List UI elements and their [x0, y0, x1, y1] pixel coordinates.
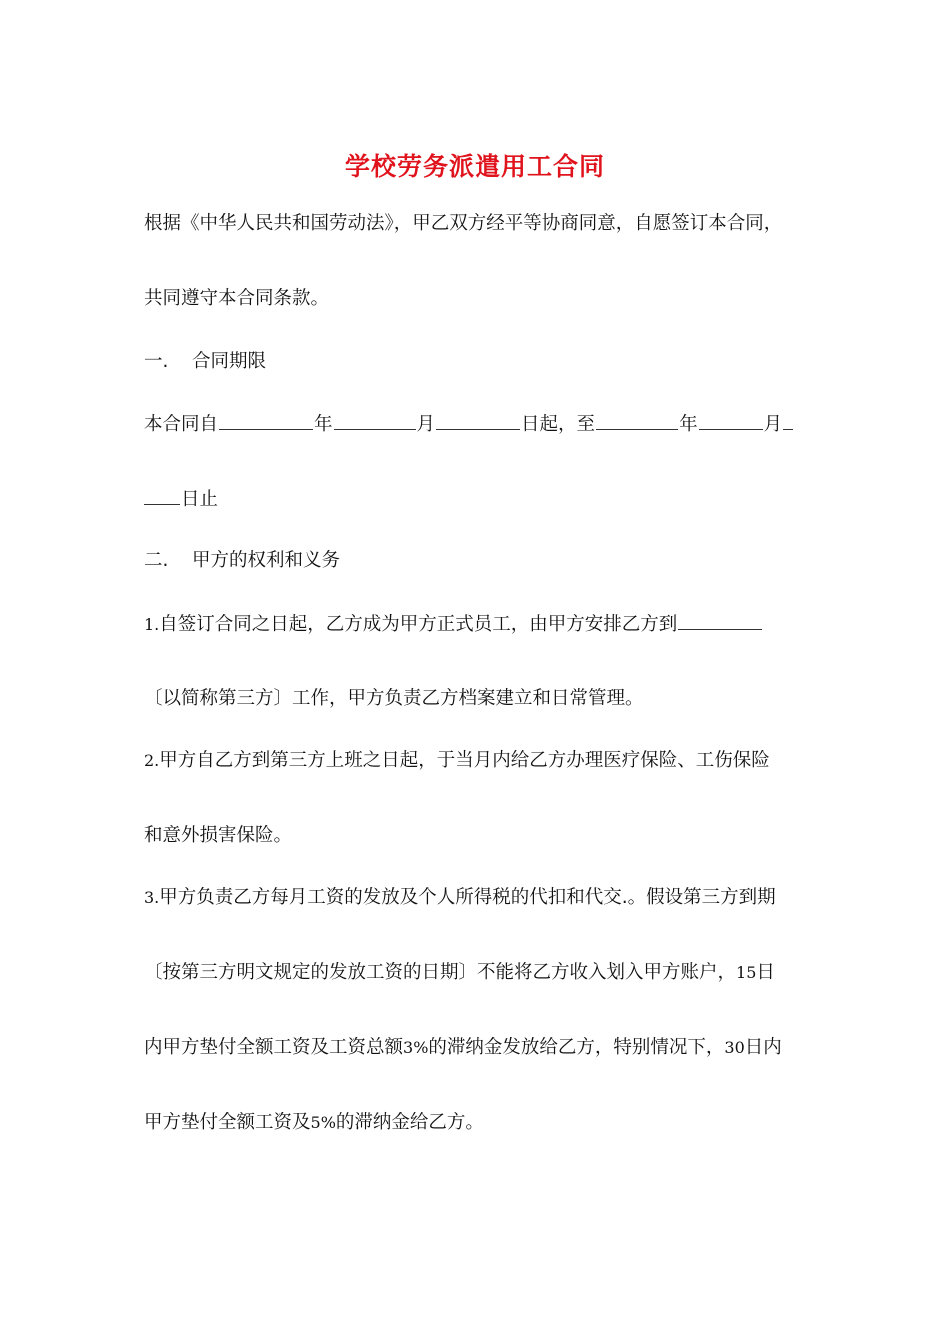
- start-year-blank: [219, 411, 313, 430]
- item-1-line-2: 〔以简称第三方〕工作，甲方负责乙方档案建立和日常管理。: [144, 688, 644, 709]
- contract-term-line: [144, 411, 794, 438]
- item-3-text-2b: 日: [756, 962, 775, 983]
- third-party-blank: [678, 611, 762, 630]
- term-year-label-1: 年: [314, 414, 333, 435]
- item-3-line-3: [144, 1035, 782, 1061]
- section-2-number: 二.: [144, 550, 169, 571]
- start-day-blank: [436, 411, 520, 430]
- term-month-label-2: 月: [763, 414, 783, 435]
- item-2-number: 2.: [144, 751, 160, 770]
- end-month-blank: [699, 411, 763, 430]
- item-3-text-4b: 的滞纳金给乙方。: [335, 1112, 484, 1133]
- item-1-line-1: [144, 611, 763, 638]
- item-2-line-2: 和意外损害保险。: [144, 825, 293, 846]
- intro-line-1: 根据《中华人民共和国劳动法》，甲乙双方经平等协商同意，自愿签订本合同，: [144, 213, 783, 234]
- item-3-line-2: [144, 960, 775, 986]
- end-day-blank-part1: [783, 411, 793, 430]
- item-2-text-1: 甲方自乙方到第三方上班之日起，于当月内给乙方办理医疗保险、工伤保险: [159, 750, 770, 771]
- section-1-number: 一.: [144, 351, 169, 372]
- item-3-text-2a: 〔按第三方明文规定的发放工资的日期〕不能将乙方收入划入甲方账户，: [144, 962, 737, 983]
- item-2-line-1: [144, 748, 770, 774]
- term-month-label-1: 月: [416, 414, 436, 435]
- contract-term-line-2: [144, 486, 218, 513]
- item-3-text-3c: 日内: [744, 1037, 782, 1058]
- intro-line-2: 共同遵守本合同条款。: [144, 288, 330, 309]
- end-day-blank-part2: [144, 486, 180, 505]
- item-3-line-4: [144, 1110, 484, 1136]
- item-3-line-1: [144, 885, 776, 911]
- section-1-title: 合同期限: [192, 351, 267, 372]
- item-3-text-3a: 内甲方垫付全额工资及工资总额: [144, 1037, 404, 1058]
- item-3-text-1: 甲方负责乙方每月工资的发放及个人所得税的代扣和代交.。假设第三方到期: [159, 887, 776, 908]
- document-title: 学校劳务派遣用工合同: [344, 152, 605, 181]
- item-3-pct-3: 3%: [403, 1038, 429, 1057]
- section-1-heading: [144, 349, 266, 375]
- item-3-number: 3.: [144, 888, 160, 907]
- item-3-pct-5: 5%: [310, 1113, 336, 1132]
- item-3-days-30: 30: [724, 1038, 745, 1057]
- item-3-text-4a: 甲方垫付全额工资及: [144, 1112, 311, 1133]
- section-2-heading: [144, 548, 340, 574]
- section-2-title: 甲方的权利和义务: [192, 550, 341, 571]
- term-day-from-label: 日起，至: [521, 414, 596, 435]
- end-year-blank: [596, 411, 678, 430]
- item-3-text-3b: 的滞纳金发放给乙方，特别情况下，: [428, 1037, 725, 1058]
- start-month-blank: [334, 411, 416, 430]
- term-year-label-2: 年: [679, 414, 698, 435]
- item-1-text-1: 自签订合同之日起，乙方成为甲方正式员工，由甲方安排乙方到: [159, 614, 678, 635]
- item-1-number: 1.: [144, 615, 160, 634]
- term-from-label: 本合同自: [144, 414, 219, 435]
- item-3-days-15: 15: [736, 963, 757, 982]
- term-day-end-label: 日止: [181, 489, 219, 510]
